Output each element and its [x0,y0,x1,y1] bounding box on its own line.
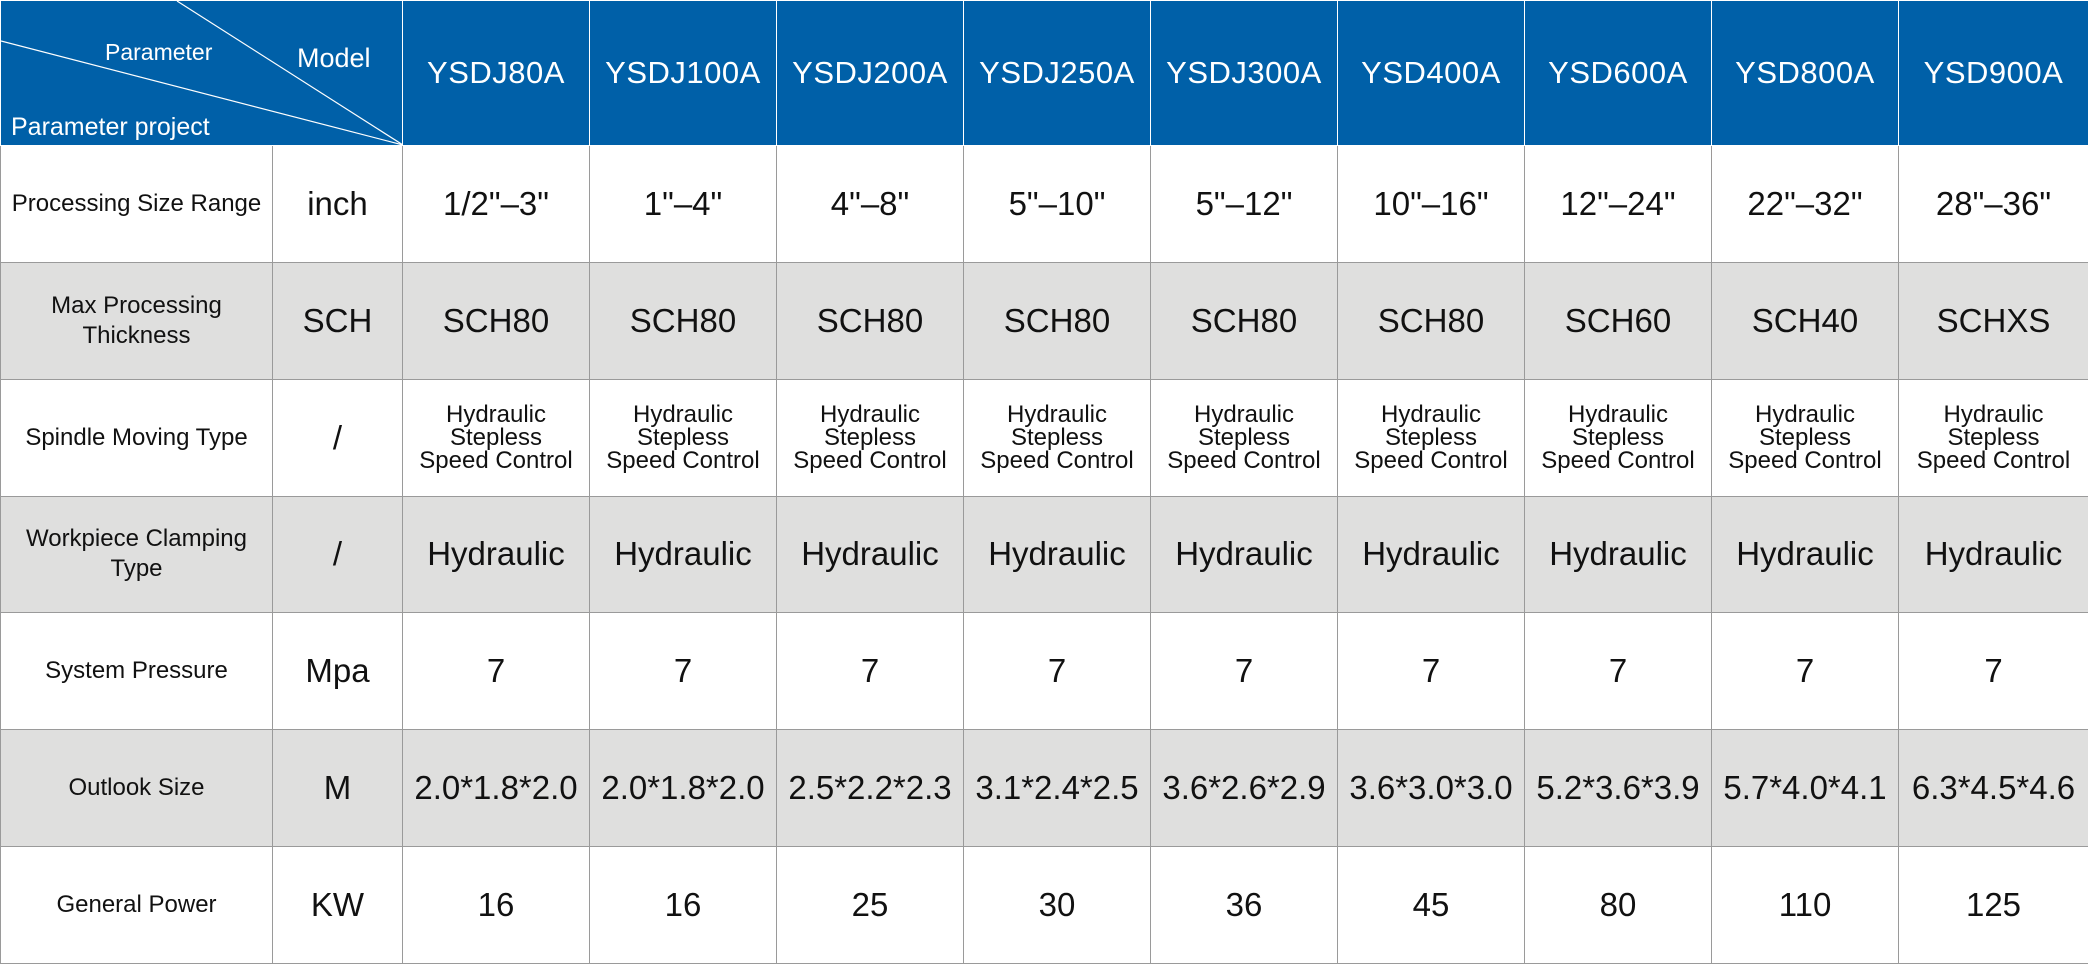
value-cell: 2.5*2.2*2.3 [777,730,964,847]
value-cell: 7 [1151,613,1338,730]
value-cell: 16 [403,847,590,964]
value-cell: SCH80 [403,262,590,379]
value-cell: 22"–32" [1712,146,1899,263]
row-name: Spindle Moving Type [1,379,273,496]
value-cell: SCH80 [1338,262,1525,379]
table-row-clamping-type [1,496,2088,613]
corner-model-label: Model [297,43,371,73]
value-cell: 6.3*4.5*4.6 [1899,730,2088,847]
row-unit: SCH [273,262,403,379]
value-cell: 7 [1338,613,1525,730]
table-row-system-pressure [1,613,2088,730]
value-cell: SCHXS [1899,262,2088,379]
value-cell: 1"–4" [590,146,777,263]
model-header: YSDJ80A [403,1,590,146]
row-name: Max Processing Thickness [1,262,273,379]
value-cell: 12"–24" [1525,146,1712,263]
value-cell: 7 [1712,613,1899,730]
table-row-spindle-moving [1,379,2088,496]
model-header: YSD400A [1338,1,1525,146]
value-cell: SCH40 [1712,262,1899,379]
value-cell: Hydraulic Stepless Speed Control [1525,379,1712,496]
value-cell: 16 [590,847,777,964]
value-cell: Hydraulic [1525,496,1712,613]
value-cell: Hydraulic [403,496,590,613]
value-cell: 25 [777,847,964,964]
value-cell: Hydraulic Stepless Speed Control [590,379,777,496]
value-cell: 7 [777,613,964,730]
row-unit: / [273,496,403,613]
value-cell: SCH80 [590,262,777,379]
corner-project-label: Parameter project [11,113,210,141]
value-cell: Hydraulic Stepless Speed Control [403,379,590,496]
value-cell: 5.7*4.0*4.1 [1712,730,1899,847]
row-unit: KW [273,847,403,964]
value-cell: 110 [1712,847,1899,964]
value-cell: 125 [1899,847,2088,964]
value-cell: Hydraulic Stepless Speed Control [1338,379,1525,496]
value-cell: 1/2"–3" [403,146,590,263]
table-row-outlook-size [1,730,2088,847]
value-cell: Hydraulic [1338,496,1525,613]
value-cell: 7 [1525,613,1712,730]
value-cell: 7 [964,613,1151,730]
value-cell: 2.0*1.8*2.0 [590,730,777,847]
value-cell: Hydraulic [964,496,1151,613]
table-row-max-thickness [1,262,2088,379]
value-cell: 7 [1899,613,2088,730]
model-header: YSD900A [1899,1,2088,146]
value-cell: 3.6*2.6*2.9 [1151,730,1338,847]
row-name: Outlook Size [1,730,273,847]
value-cell: 5.2*3.6*3.9 [1525,730,1712,847]
table-row-processing-size [1,146,2088,263]
value-cell: 45 [1338,847,1525,964]
value-cell: Hydraulic [1899,496,2088,613]
value-cell: Hydraulic [1712,496,1899,613]
model-header: YSD800A [1712,1,1899,146]
value-cell: 4"–8" [777,146,964,263]
value-cell: Hydraulic Stepless Speed Control [964,379,1151,496]
header-row [1,1,2088,146]
value-cell: 30 [964,847,1151,964]
value-cell: Hydraulic [590,496,777,613]
model-header: YSDJ200A [777,1,964,146]
corner-parameter-label: Parameter [105,39,213,65]
value-cell: Hydraulic Stepless Speed Control [1151,379,1338,496]
value-cell: 7 [403,613,590,730]
value-cell: 80 [1525,847,1712,964]
value-cell: Hydraulic Stepless Speed Control [1712,379,1899,496]
model-header: YSDJ250A [964,1,1151,146]
value-cell: Hydraulic [777,496,964,613]
row-unit: M [273,730,403,847]
table-row-general-power [1,847,2088,964]
value-cell: Hydraulic Stepless Speed Control [1899,379,2088,496]
row-name: Processing Size Range [1,146,273,263]
value-cell: SCH80 [777,262,964,379]
model-header: YSD600A [1525,1,1712,146]
value-cell: Hydraulic [1151,496,1338,613]
value-cell: SCH80 [964,262,1151,379]
value-cell: 3.6*3.0*3.0 [1338,730,1525,847]
value-cell: 3.1*2.4*2.5 [964,730,1151,847]
model-header: YSDJ300A [1151,1,1338,146]
row-unit: inch [273,146,403,263]
value-cell: 7 [590,613,777,730]
value-cell: SCH60 [1525,262,1712,379]
value-cell: 36 [1151,847,1338,964]
value-cell: 5"–12" [1151,146,1338,263]
value-cell: SCH80 [1151,262,1338,379]
row-name: Workpiece Clamping Type [1,496,273,613]
model-header: YSDJ100A [590,1,777,146]
row-name: System Pressure [1,613,273,730]
row-name: General Power [1,847,273,964]
value-cell: 28"–36" [1899,146,2088,263]
value-cell: 5"–10" [964,146,1151,263]
value-cell: 2.0*1.8*2.0 [403,730,590,847]
value-cell: 10"–16" [1338,146,1525,263]
row-unit: / [273,379,403,496]
value-cell: Hydraulic Stepless Speed Control [777,379,964,496]
corner-header-cell [1,1,403,146]
row-unit: Mpa [273,613,403,730]
